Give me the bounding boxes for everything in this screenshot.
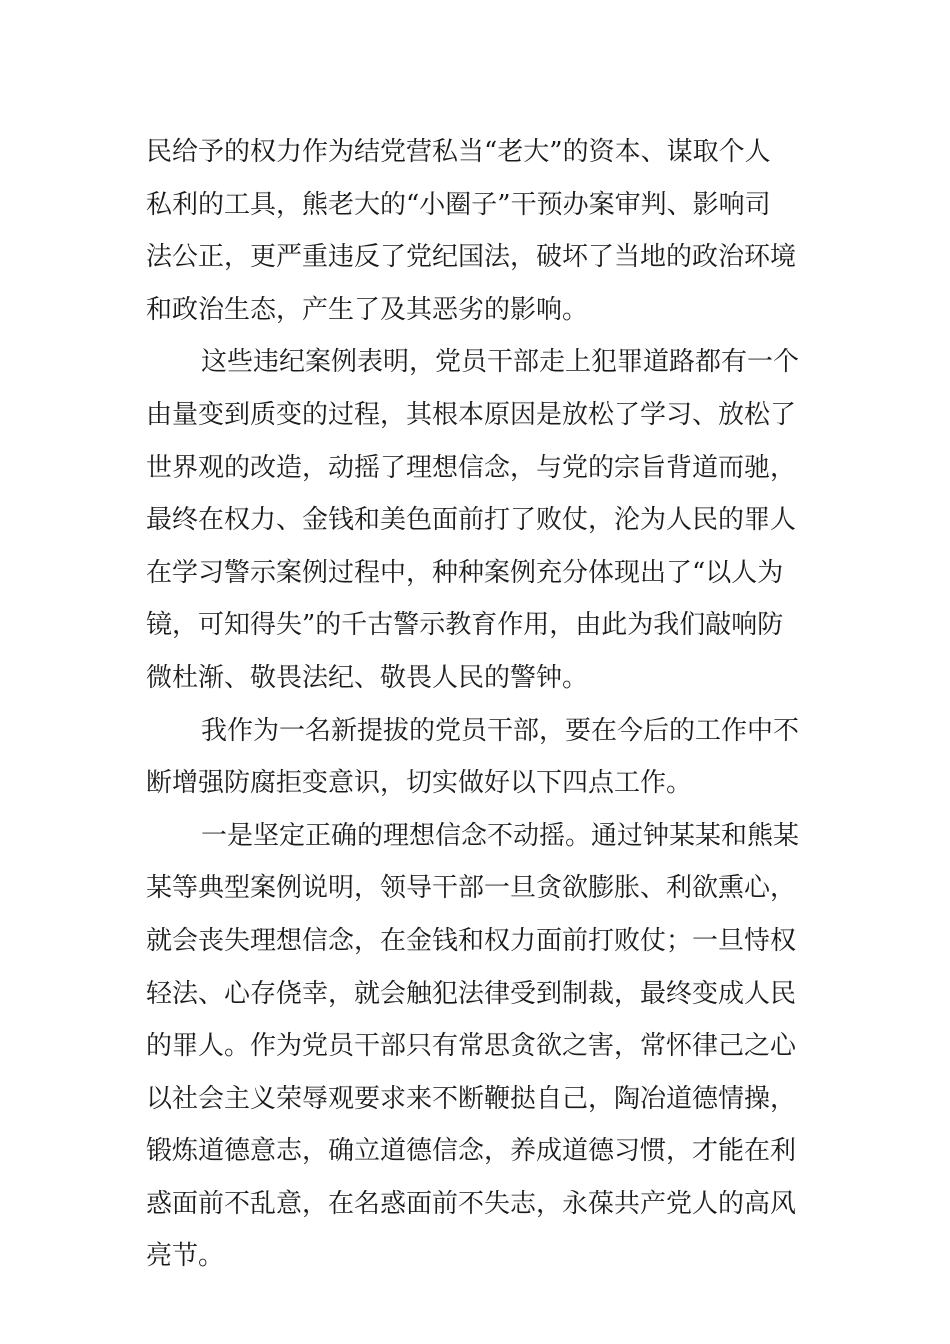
body-text [146, 126, 808, 1283]
text-line: 某等典型案例说明，领导干部一旦贪欲膨胀、利欲熏心， [146, 873, 797, 904]
text-line: 轻法、心存侥幸，就会触犯法律受到制裁，最终变成人民 [146, 978, 797, 1009]
text-line: 和政治生态，产生了及其恶劣的影响。 [146, 294, 589, 325]
text-line: 的罪人。作为党员干部只有常思贪欲之害，常怀律己之心 [146, 1031, 797, 1062]
text-line: 断增强防腐拒变意识，切实做好以下四点工作。 [146, 768, 693, 799]
text-line: 民给予的权力作为结党营私当“老大”的资本、谋取个人 [146, 137, 771, 167]
text-line: 世界观的改造，动摇了理想信念，与党的宗旨背道而驰， [146, 452, 797, 483]
text-line: 法公正，更严重违反了党纪国法，破坏了当地的政治环境 [146, 242, 797, 273]
text-line: 镜，可知得失”的千古警示教育作用，由此为我们敲响防 [146, 610, 784, 641]
text-line: 锻炼道德意志，确立道德信念，养成道德习惯，才能在利 [146, 1136, 797, 1167]
text-line: 亮节。 [146, 1241, 225, 1272]
text-line: 私利的工具，熊老大的“小圈子”干预办案审判、影响司 [146, 189, 771, 220]
text-line: 由量变到质变的过程，其根本原因是放松了学习、放松了 [146, 399, 797, 430]
text-line: 微杜渐、敬畏法纪、敬畏人民的警钟。 [146, 662, 589, 693]
text-line: 就会丧失理想信念，在金钱和权力面前打败仗；一旦恃权 [146, 925, 797, 956]
text-line: 最终在权力、金钱和美色面前打了败仗，沦为人民的罪人 [146, 505, 797, 536]
paragraph-first-line: 一是坚定正确的理想信念不动摇。通过钟某某和熊某 [201, 820, 800, 851]
text-line: 以社会主义荣辱观要求来不断鞭挞自己，陶冶道德情操， [146, 1083, 797, 1114]
text-line: 在学习警示案例过程中，种种案例充分体现出了“以人为 [146, 557, 784, 588]
paragraph-first-line: 我作为一名新提拔的党员干部，要在今后的工作中不 [201, 715, 800, 746]
text-line: 惑面前不乱意，在名惑面前不失志，永葆共产党人的高风 [146, 1188, 797, 1219]
paragraph-first-line: 这些违纪案例表明，党员干部走上犯罪道路都有一个 [201, 347, 800, 378]
